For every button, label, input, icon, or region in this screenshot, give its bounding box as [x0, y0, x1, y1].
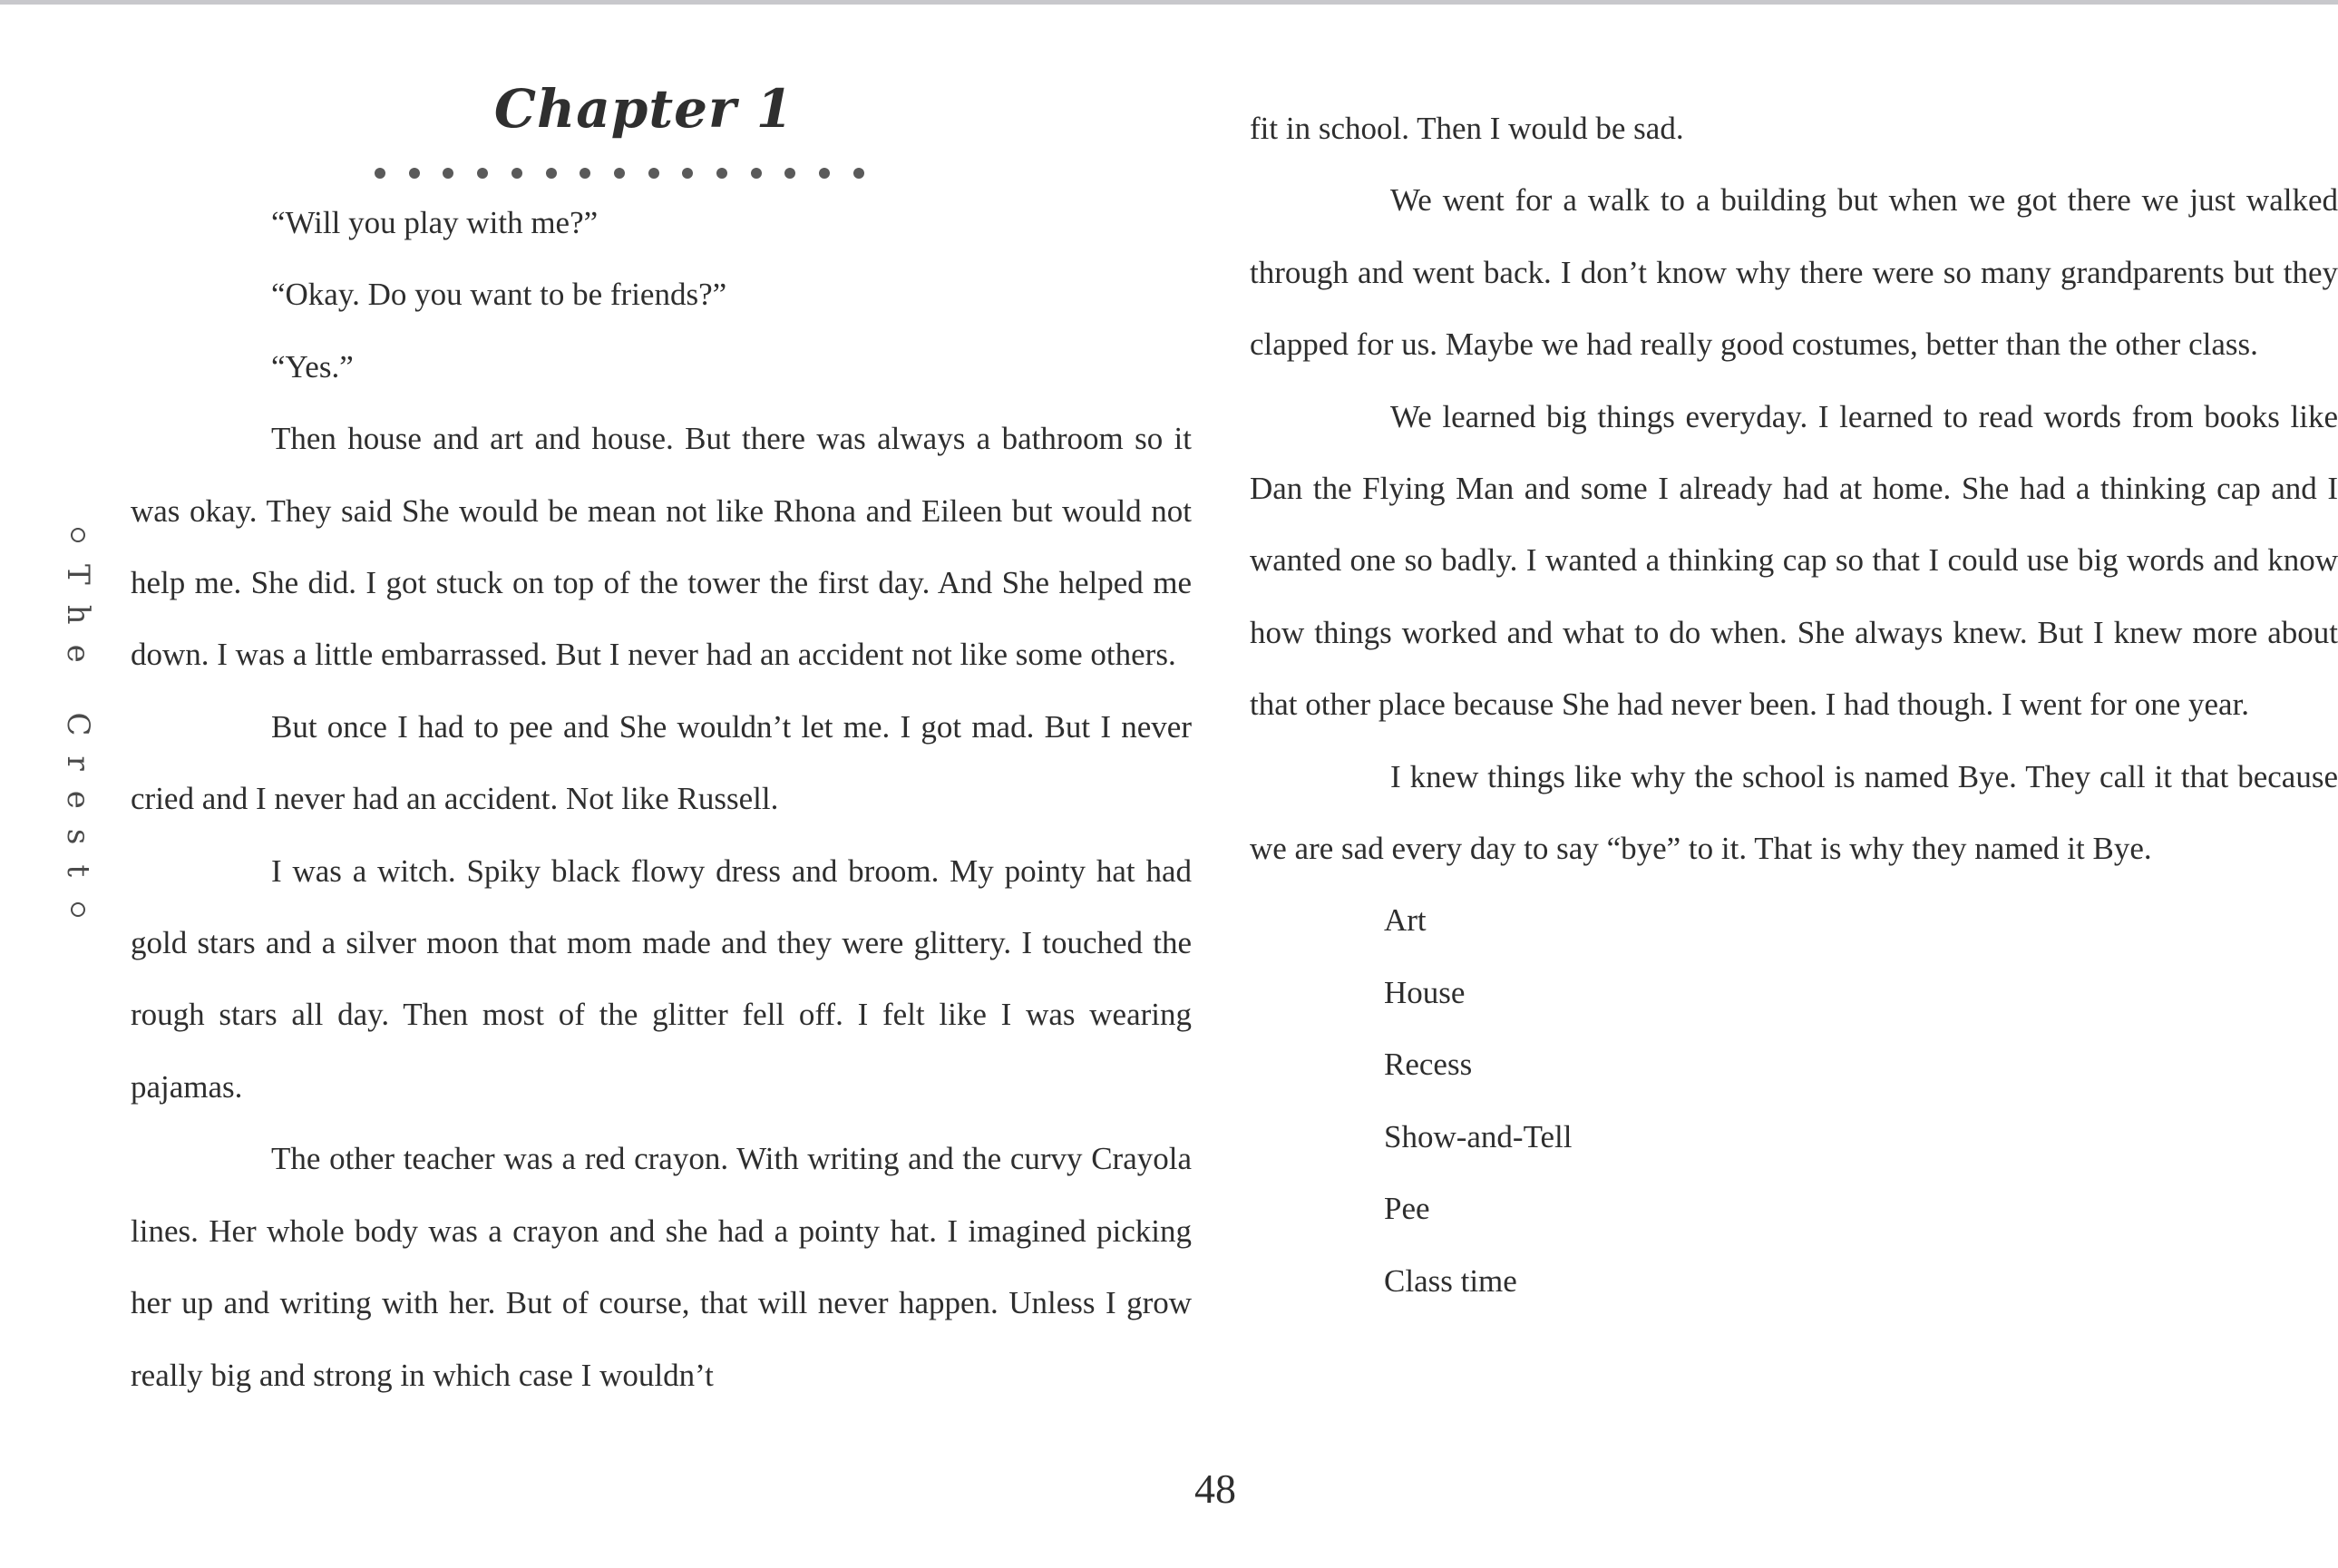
- running-head-text: The Crest: [60, 564, 96, 898]
- ornament-dot: [546, 168, 557, 179]
- body-paragraph: We went for a walk to a building but when we got there we just walked through and went back. I don’t know why there were so many grandparents but they clapped for us. Maybe we had really good costumes, better than the other class.: [1250, 182, 2338, 363]
- body-paragraph: The other teacher was a red crayon. With writing and the curvy Crayola lines. Her whole body was a crayon and she had a pointy hat. I imagined picking her up and writing with her. But of course, that will never happen. Unless I grow really big and strong in which case I wouldn’t: [131, 1141, 1192, 1393]
- ornament-dot: [784, 168, 795, 179]
- list-item: Art: [1384, 902, 1427, 939]
- body-paragraph: Then house and art and house. But there was always a bathroom so it was okay. They said She would be mean not like Rhona and Eileen but would not help me. She did. I got stuck on top of the tower the first day. And She helped me down. I was a little embarrassed. But I never had an accident not like some others.: [131, 421, 1192, 673]
- ornament-dot: [580, 168, 590, 179]
- ornament-dot: [648, 168, 659, 179]
- running-head: [60, 519, 96, 1045]
- ornament-dot: [751, 168, 762, 179]
- body-paragraph: But once I had to pee and She wouldn’t let me. I got mad. But I never cried and I never had an accident. Not like Russell.: [131, 708, 1192, 817]
- body-paragraph: I knew things like why the school is named Bye. They call it that because we are sad every day to say “bye” to it. That is why they named it Bye.: [1250, 758, 2338, 867]
- ornament-dot: [819, 168, 830, 179]
- chapter-ornament-dots: [375, 168, 864, 182]
- page-number: 48: [1194, 1466, 1236, 1512]
- ornament-dot: [511, 168, 522, 179]
- dialogue-line: “Will you play with me?”: [271, 205, 599, 240]
- ornament-dot: [682, 168, 693, 179]
- running-head-bullet: [71, 528, 85, 542]
- list-item: House: [1384, 974, 1466, 1010]
- list-item: Pee: [1384, 1191, 1430, 1227]
- running-head-bullet: [71, 902, 85, 917]
- body-paragraph: We learned big things everyday. I learned to read words from books like Dan the Flying Man and some I already had at home. She had a thinking cap and I wanted one so badly. I wanted a thinking cap so that I could use big words and know how things worked and what to do when. She always knew. But I knew more about that other place because She had never been. I had though. I went for one year.: [1250, 398, 2338, 723]
- ornament-dot: [409, 168, 420, 179]
- dialogue-line: “Yes.”: [271, 348, 354, 385]
- body-paragraph: I was a witch. Spiky black flowy dress and broom. My pointy hat had gold stars and a silver moon that mom made and they were glittery. I touched the rough stars all day. Then most of the glitter fell off. I felt like I was wearing pajamas.: [131, 852, 1192, 1105]
- list-item: Show-and-Tell: [1384, 1118, 1573, 1154]
- ornament-dot: [477, 168, 488, 179]
- right-page-text: [1250, 93, 2338, 1317]
- chapter-title: Chapter 1: [493, 78, 794, 140]
- continuation-line: fit in school. Then I would be sad.: [1250, 111, 1684, 146]
- ornament-dot: [853, 168, 864, 179]
- ornament-dot: [443, 168, 453, 179]
- dialogue-line: “Okay. Do you want to be friends?”: [271, 277, 727, 313]
- ornament-dot: [614, 168, 625, 179]
- left-page-text: [131, 187, 1192, 1411]
- ornament-dot: [716, 168, 727, 179]
- list-item: Recess: [1384, 1047, 1473, 1083]
- ornament-dot: [375, 168, 385, 179]
- list-item: Class time: [1384, 1262, 1517, 1299]
